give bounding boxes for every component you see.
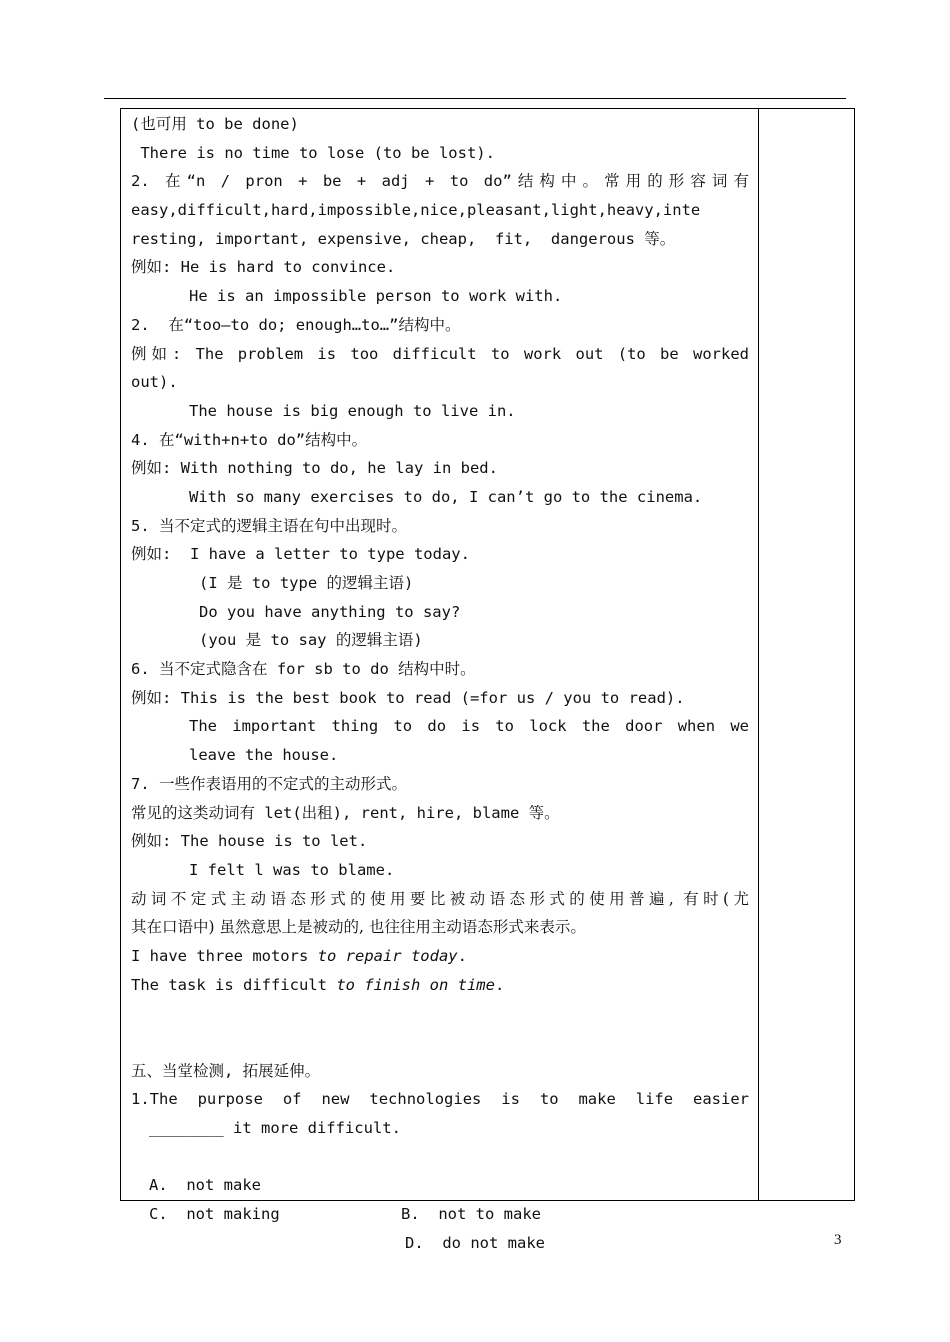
- text-line: (I 是 to type 的逻辑主语): [199, 574, 414, 592]
- text-line: There is no time to lose (to be lost).: [131, 143, 495, 162]
- text-span: The task is difficult: [131, 975, 327, 994]
- option-d: D. do not make: [405, 1233, 545, 1252]
- question-text: 1.The purpose of new technologies is to make life easier: [131, 1090, 749, 1109]
- text-span: .: [457, 946, 467, 965]
- text-line: 动词不定式主动语态形式的使用要比被动语态形式的使用普遍, 有时(尤: [131, 889, 749, 908]
- text-line: 例如: With nothing to do, he lay in bed.: [131, 459, 498, 478]
- text-line: leave the house.: [189, 746, 339, 765]
- text-line: He is an impossible person to work with.: [189, 287, 563, 306]
- text-line: 例如: The house is to let.: [131, 832, 368, 851]
- text-line: 例如: The problem is too difficult to work out (to be worked: [131, 344, 749, 363]
- section-heading: 五、当堂检测, 拓展延伸。: [131, 1061, 321, 1080]
- text-line: The important thing to do is to lock the door when we: [189, 717, 749, 736]
- text-line: (也可用 to be done): [131, 115, 299, 133]
- text-line: out).: [131, 373, 178, 392]
- text-line: 例如: He is hard to convince.: [131, 258, 396, 277]
- spacer: [131, 1028, 749, 1057]
- option-c: C. not making: [149, 1205, 280, 1224]
- text-line: 例如: This is the best book to read (=for us / you to read).: [131, 688, 685, 707]
- text-line: 常见的这类动词有 let(出租), rent, hire, blame 等。: [131, 803, 560, 822]
- text-line: I felt l was to blame.: [189, 860, 395, 879]
- spacer: [131, 999, 749, 1028]
- header-rule: [104, 98, 846, 99]
- text-span: I have three motors: [131, 946, 309, 965]
- text-span: .: [494, 975, 505, 994]
- text-line: With so many exercises to do, I can’t go to the cinema.: [189, 487, 703, 506]
- page-number: 3: [834, 1232, 842, 1248]
- column-divider: [758, 108, 759, 1201]
- option-b: B. not to make: [401, 1205, 541, 1224]
- text-line: Do you have anything to say?: [199, 602, 461, 621]
- text-line: 其在口语中) 虽然意思上是被动的, 也往往用主动语态形式来表示。: [131, 918, 586, 937]
- text-line: 5. 当不定式的逻辑主语在句中出现时。: [131, 516, 407, 535]
- text-line: 6. 当不定式隐含在 for sb to do 结构中时。: [131, 660, 476, 679]
- text-line: resting, important, expensive, cheap, fit, dangerous 等。: [131, 229, 676, 248]
- example-sentence: [131, 942, 749, 971]
- example-sentence: [131, 971, 749, 1000]
- text-line: easy,difficult,hard,impossible,nice,pleasant,light,heavy,inte: [131, 201, 701, 220]
- text-line: 2. 在“too—to do; enough…to…”结构中。: [131, 315, 461, 334]
- option-a: A. not make: [149, 1176, 261, 1195]
- text-line: The house is big enough to live in.: [189, 401, 516, 420]
- question-text: ________ it more difficult.: [149, 1119, 401, 1138]
- document-body: [131, 110, 749, 1252]
- text-line: 7. 一些作表语用的不定式的主动形式。: [131, 774, 407, 793]
- italic-span: to repair today: [317, 946, 458, 965]
- text-line: 4. 在“with+n+to do”结构中。: [131, 430, 368, 449]
- text-line: (you 是 to say 的逻辑主语): [199, 631, 423, 650]
- italic-span: to finish on time: [336, 975, 495, 994]
- text-line: 例如: I have a letter to type today.: [131, 545, 470, 564]
- text-line: 2. 在“n / pron + be + adj + to do”结构中。常用的形容词有: [131, 172, 749, 191]
